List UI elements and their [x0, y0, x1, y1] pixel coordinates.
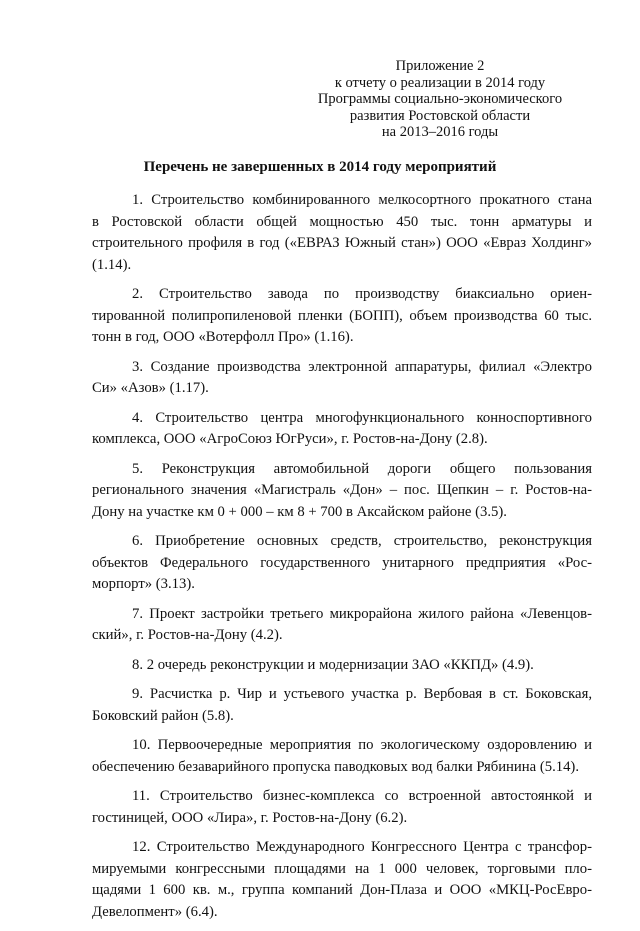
- list-item-line: 1. Строительство комбинированного мелкосортного прокатного стана: [132, 192, 592, 208]
- list-item-line: 4. Строительство центра многофункционального конноспортивного: [132, 409, 592, 426]
- list-item-line: Девелопмент» (6.4).: [92, 903, 218, 920]
- appendix-line: развития Ростовской области: [349, 107, 531, 124]
- list-item-line: ский», г. Ростов-на-Дону (4.2).: [92, 627, 283, 643]
- list-item-line: щадями 1 600 кв. м., группа компаний Дон-Плаза и ООО «МКЦ-РосЕвро-: [92, 882, 592, 898]
- list-item-line: Боковский район (5.8).: [92, 707, 234, 724]
- list-item: [92, 284, 592, 349]
- list-item-line: тонн в год, ООО «Вотерфолл Про» (1.16).: [92, 329, 354, 345]
- page-title: Перечень не завершенных в 2014 году мероприятий: [143, 159, 497, 175]
- list-item-line: Дону на участке км 0 + 000 – км 8 + 700 в Аксайском районе (3.5).: [92, 503, 507, 520]
- list-item-line: 3. Создание производства электронной аппаратуры, филиал «Электро: [132, 358, 592, 375]
- list-item-line: строительного профиля в год («ЕВРАЗ Южный стан») ООО «Евраз Холдинг»: [92, 235, 592, 251]
- list-item-line: 9. Расчистка р. Чир и устьевого участка р. Вербовая в ст. Боковская,: [132, 686, 592, 702]
- list-item: [92, 837, 592, 923]
- appendix-line: Программы социально-экономического: [317, 91, 563, 108]
- list-item-line: регионального значения «Магистраль «Дон» – пос. Щепкин – г. Ростов-на-: [92, 482, 592, 498]
- list-item-line: морпорт» (3.13).: [92, 576, 195, 592]
- list-item-line: в Ростовской области общей мощностью 450 тыс. тонн арматуры и: [92, 213, 592, 230]
- list-item: [92, 408, 592, 451]
- list-item: [92, 786, 592, 829]
- list-item-line: (1.14).: [92, 256, 132, 273]
- measures-list: [92, 190, 592, 931]
- list-item-line: 5. Реконструкция автомобильной дороги общего пользования: [132, 460, 592, 477]
- list-item-line: Си» «Азов» (1.17).: [92, 380, 209, 396]
- list-item: [92, 655, 592, 677]
- list-item-line: 6. Приобретение основных средств, строительство, реконструкция: [132, 533, 592, 549]
- list-item: [92, 684, 592, 727]
- appendix-line: к отчету о реализации в 2014 году: [334, 74, 546, 91]
- list-item-line: 8. 2 очередь реконструкции и модернизации ЗАО «ККПД» (4.9).: [132, 656, 534, 673]
- list-item: [92, 459, 592, 524]
- list-item-line: комплекса, ООО «АгроСоюз ЮгРуси», г. Ростов-на-Дону (2.8).: [92, 431, 488, 447]
- list-item: [92, 531, 592, 596]
- list-item-line: 7. Проект застройки третьего микрорайона жилого района «Левенцов-: [132, 605, 592, 622]
- appendix-header: [300, 58, 580, 141]
- list-item: [92, 604, 592, 647]
- list-item: [92, 357, 592, 400]
- list-item-line: обеспечению безаварийного пропуска паводковых вод балки Рябинина (5.14).: [92, 758, 579, 775]
- list-item-line: 11. Строительство бизнес-комплекса со встроенной автостоянкой и: [132, 788, 592, 804]
- list-item-line: 10. Первоочередные мероприятия по экологическому оздоровлению и: [132, 737, 592, 753]
- list-item: [92, 190, 592, 276]
- list-item-line: гостиницей, ООО «Лира», г. Ростов-на-Дону (6.2).: [92, 809, 408, 826]
- list-item-line: объектов Федерального государственного унитарного предприятия «Рос-: [92, 554, 592, 571]
- list-item-line: тированной полипропиленовой пленки (БОПП), объем производства 60 тыс.: [92, 307, 592, 324]
- list-item-line: 2. Строительство завода по производству биаксиально ориен-: [132, 286, 592, 302]
- list-item: [92, 735, 592, 778]
- appendix-line: Приложение 2: [395, 58, 485, 74]
- appendix-line: на 2013–2016 годы: [381, 124, 499, 141]
- list-item-line: мируемыми конгрессными площадями на 1 000 человек, торговыми пло-: [92, 860, 592, 877]
- list-item-line: 12. Строительство Международного Конгрессного Центра с трансфор-: [132, 839, 592, 855]
